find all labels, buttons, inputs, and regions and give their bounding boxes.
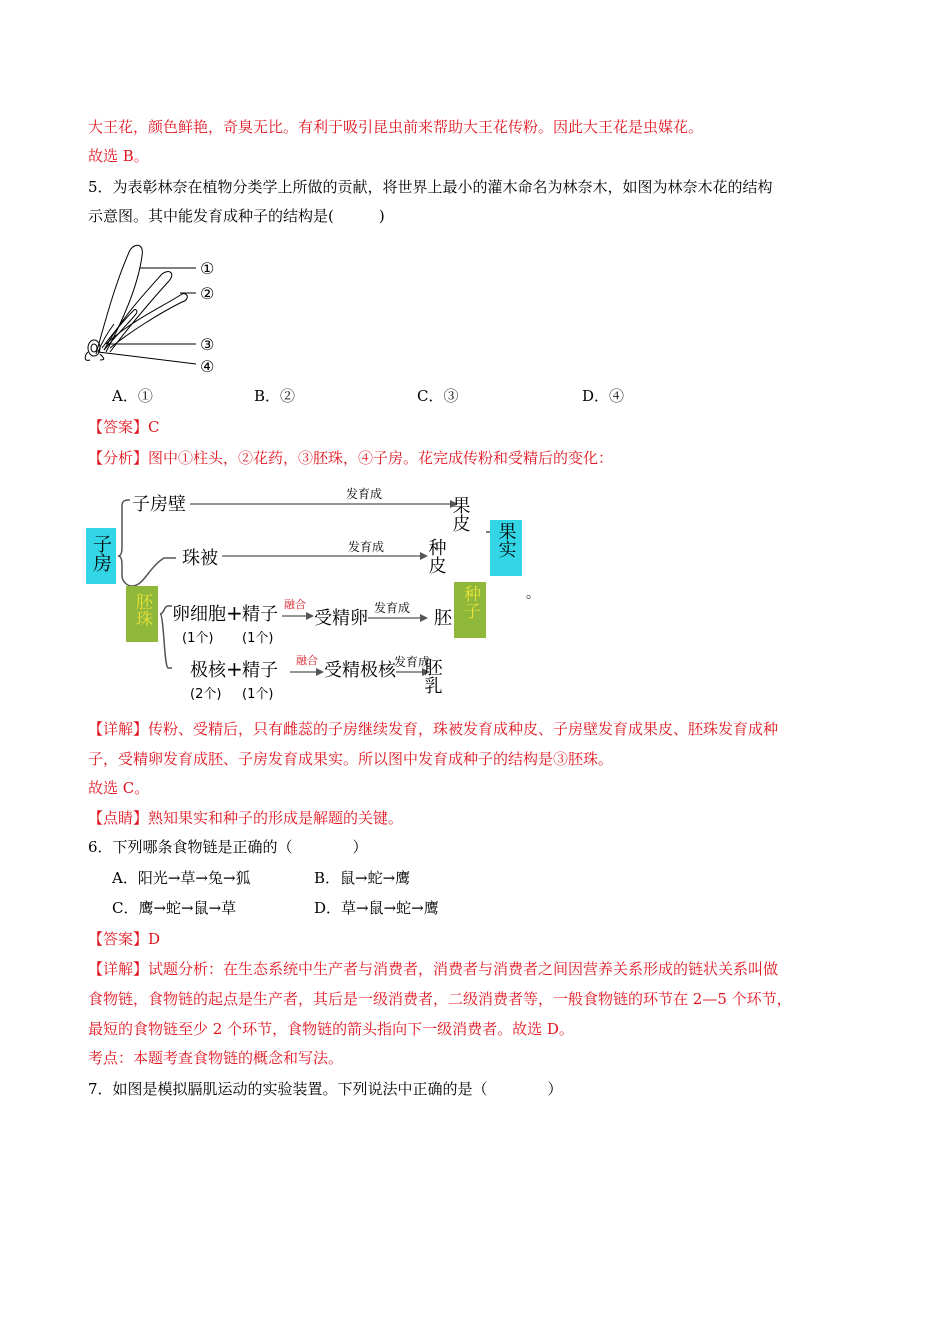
pericarp: 果皮 — [449, 496, 471, 532]
option-c[interactable]: C．鹰→蛇→鼠→草 — [112, 899, 237, 917]
fruit-development-diagram — [84, 476, 554, 708]
explain-3: 最短的食物链至少 2 个环节，食物链的箭头指向下一级消费者。故选 D。 — [88, 1020, 574, 1038]
polar-nuclei: 极核 — [190, 660, 226, 681]
ovary-wall: 子房壁 — [132, 494, 186, 515]
explain-1: 【详解】传粉、受精后，只有雌蕊的子房继续发育，珠被发育成种皮、子房壁发育成果皮、胚珠发育成种 — [88, 720, 779, 738]
answer: 【答案】D — [88, 930, 161, 948]
explain-1: 【详解】试题分析：在生态系统中生产者与消费者，消费者与消费者之间因营养关系形成的链状关系叫做 — [88, 960, 779, 978]
option-a[interactable]: A．① — [112, 387, 153, 405]
seed-label: 种子 — [460, 585, 480, 619]
text-line: 大王花，颜色鲜艳，奇臭无比。有利于吸引昆虫前来帮助大王花传粉。因此大王花是虫媒花。 — [88, 118, 704, 136]
question-6: 6．下列哪条食物链是正确的（ ） — [88, 838, 368, 856]
fruit-label: 果实 — [495, 522, 517, 558]
fuse-label: 融合 — [284, 598, 306, 611]
option-d[interactable]: D．草→鼠→蛇→鹰 — [314, 899, 439, 917]
label-3: ③ — [200, 335, 215, 354]
fuse-label: 融合 — [296, 654, 318, 667]
label-4: ④ — [200, 357, 215, 376]
develop-label: 发育成 — [374, 601, 411, 615]
sperm: 精子 — [242, 660, 278, 681]
test-point: 考点：本题考查食物链的概念和写法。 — [88, 1049, 344, 1067]
count: (1个) — [242, 687, 274, 702]
integument: 珠被 — [182, 548, 218, 569]
analysis: 【分析】图中①柱头，②花药，③胚珠，④子房。花完成传粉和受精后的变化： — [88, 449, 614, 467]
count: (1个) — [242, 631, 274, 646]
choice: 故选 C。 — [88, 779, 150, 797]
embryo: 胚 — [434, 608, 452, 629]
flower-structure-figure — [84, 236, 224, 378]
develop-label: 发育成 — [346, 487, 383, 501]
option-b[interactable]: B．② — [254, 387, 296, 405]
trailing-mark: 。 — [526, 586, 540, 602]
zygote: 受精卵 — [314, 608, 368, 629]
text-line: 故选 B。 — [88, 147, 149, 165]
plus: + — [226, 601, 243, 625]
count: (1个) — [182, 631, 214, 646]
label-2: ② — [200, 284, 215, 303]
count: (2个) — [190, 687, 222, 702]
tip: 【点睛】熟知果实和种子的形成是解题的关键。 — [88, 809, 404, 827]
explain-2: 食物链，食物链的起点是生产者，其后是一级消费者，二级消费者等，一般食物链的环节在 2—5 个环节， — [88, 990, 792, 1008]
option-c[interactable]: C．③ — [417, 387, 459, 405]
label-1: ① — [200, 259, 215, 278]
option-a[interactable]: A．阳光→草→兔→狐 — [112, 869, 251, 887]
seed-coat: 种皮 — [425, 538, 447, 574]
explain-2: 子，受精卵发育成胚、子房发育成果实。所以图中发育成种子的结构是③胚珠。 — [88, 750, 614, 768]
question-5-cont: 示意图。其中能发育成种子的结构是( ) — [88, 207, 385, 225]
ovary-label: 子房 — [90, 534, 112, 572]
sperm: 精子 — [242, 604, 278, 625]
endosperm: 胚乳 — [421, 658, 443, 694]
option-d[interactable]: D．④ — [582, 387, 625, 405]
question-5: 5．为表彰林奈在植物分类学上所做的贡献，将世界上最小的灌木命名为林奈木，如图为林奈木花的结构 — [88, 178, 773, 196]
develop-label: 发育成 — [348, 540, 385, 554]
develop-label: 发育成 — [394, 655, 431, 669]
egg-cell: 卵细胞 — [172, 604, 226, 625]
option-b[interactable]: B．鼠→蛇→鹰 — [314, 869, 411, 887]
answer: 【答案】C — [88, 418, 160, 436]
fertilized-polar: 受精极核 — [324, 660, 396, 681]
question-7: 7．如图是模拟膈肌运动的实验装置。下列说法中正确的是（ ） — [88, 1080, 563, 1098]
plus: + — [226, 657, 243, 681]
ovule-label: 胚珠 — [132, 593, 152, 627]
